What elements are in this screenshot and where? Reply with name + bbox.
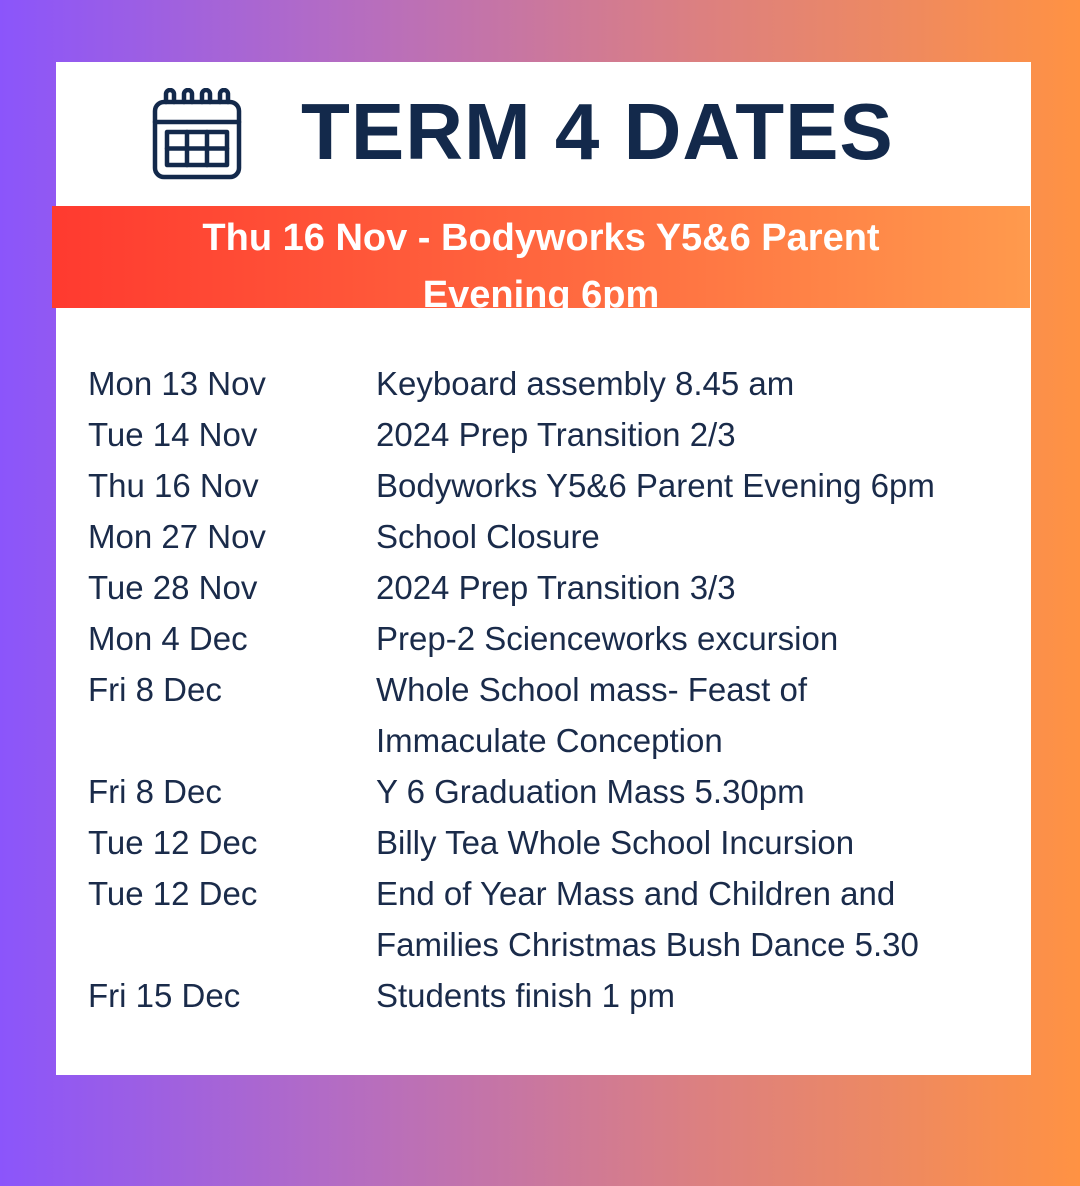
event-row — [88, 562, 1028, 613]
event-description-line: Billy Tea Whole School Incursion — [376, 824, 855, 861]
event-description — [376, 460, 1028, 511]
event-row — [88, 868, 1028, 970]
event-description-line: Students finish 1 pm — [376, 977, 675, 1014]
event-description-line: Families Christmas Bush Dance 5.30 — [376, 926, 919, 963]
event-row — [88, 664, 1028, 766]
banner-text — [52, 210, 1030, 324]
event-date: Tue 14 Nov — [88, 416, 258, 453]
event-description — [376, 562, 1028, 613]
event-description-line: Keyboard assembly 8.45 am — [376, 365, 795, 402]
event-description — [376, 511, 1028, 562]
event-description-line: Bodyworks Y5&6 Parent Evening 6pm — [376, 467, 935, 504]
highlight-banner — [52, 206, 1030, 316]
event-date: Mon 13 Nov — [88, 365, 266, 402]
header — [56, 62, 1031, 206]
event-description — [376, 817, 1028, 868]
event-date: Mon 4 Dec — [88, 620, 248, 657]
event-description-line: Immaculate Conception — [376, 722, 723, 759]
event-description — [376, 613, 1028, 664]
page-title: TERM 4 DATES — [301, 87, 894, 176]
event-description — [376, 358, 1028, 409]
event-row — [88, 511, 1028, 562]
event-description-line: Prep-2 Scienceworks excursion — [376, 620, 839, 657]
event-description-line: Y 6 Graduation Mass 5.30pm — [376, 773, 805, 810]
banner-line: Thu 16 Nov - Bodyworks Y5&6 Parent — [202, 217, 880, 259]
calendar-icon — [152, 88, 242, 180]
event-description — [376, 766, 1028, 817]
event-date: Fri 8 Dec — [88, 773, 222, 810]
event-row — [88, 817, 1028, 868]
event-row — [88, 766, 1028, 817]
event-description-line: 2024 Prep Transition 3/3 — [376, 569, 736, 606]
event-date: Tue 28 Nov — [88, 569, 258, 606]
event-date: Tue 12 Dec — [88, 824, 258, 861]
event-description — [376, 409, 1028, 460]
event-description-line: School Closure — [376, 518, 600, 555]
event-description-line: 2024 Prep Transition 2/3 — [376, 416, 736, 453]
event-row — [88, 358, 1028, 409]
event-row — [88, 613, 1028, 664]
event-description — [376, 664, 1028, 766]
events-list — [88, 358, 1028, 1021]
event-description — [376, 970, 1028, 1021]
event-date: Thu 16 Nov — [88, 467, 259, 504]
banner-line: Evening 6pm — [422, 274, 660, 316]
event-date: Fri 15 Dec — [88, 977, 241, 1014]
event-date: Mon 27 Nov — [88, 518, 266, 555]
event-description-line: Whole School mass- Feast of — [376, 671, 807, 708]
event-date: Tue 12 Dec — [88, 875, 258, 912]
event-row — [88, 460, 1028, 511]
event-description-line: End of Year Mass and Children and — [376, 875, 896, 912]
event-date: Fri 8 Dec — [88, 671, 222, 708]
event-row — [88, 409, 1028, 460]
event-description — [376, 868, 1028, 970]
event-row — [88, 970, 1028, 1021]
